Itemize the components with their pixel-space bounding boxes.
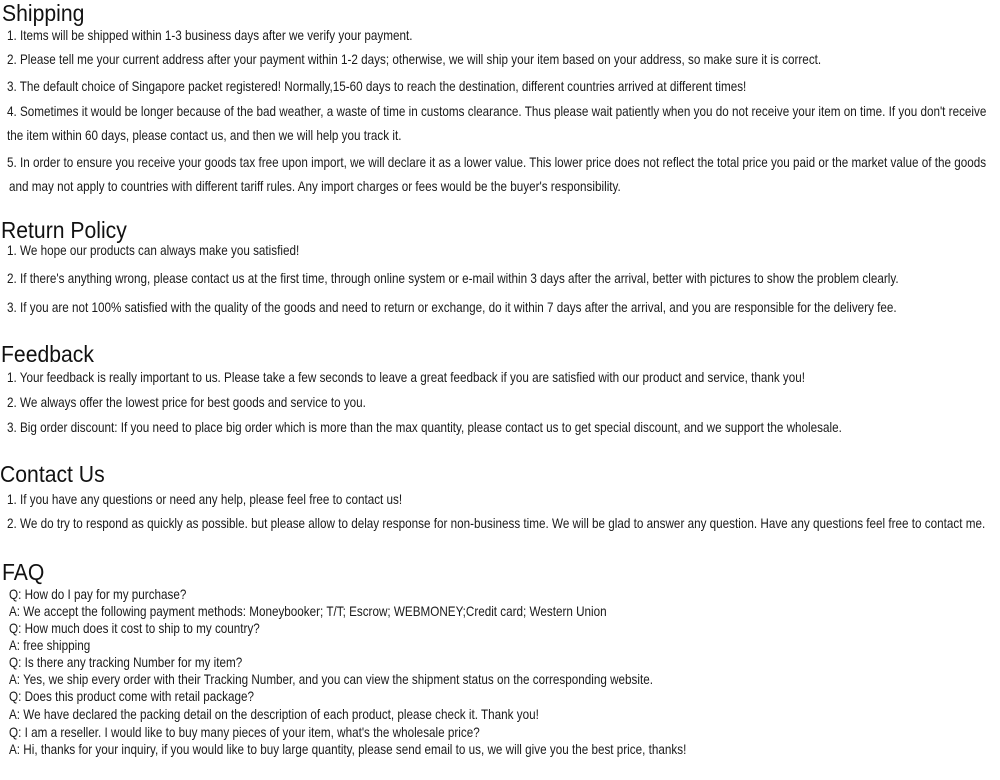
faq-answer-3: A: Yes, we ship every order with their Tracking Number, and you can view the shipment status on the corresponding website. xyxy=(9,672,653,687)
faq-heading: FAQ xyxy=(2,559,45,585)
faq-question-2: Q: How much does it cost to ship to my country? xyxy=(9,621,260,636)
return-policy-line-1: 1. We hope our products can always make you satisfied! xyxy=(7,243,300,258)
return-policy-line-2: 2. If there's anything wrong, please contact us at the first time, through online system or e-mail within 3 days after the arrival, better with pictures to show the problem clearly. xyxy=(7,271,899,286)
shipping-heading: Shipping xyxy=(2,0,85,26)
shipping-line-1: 1. Items will be shipped within 1-3 business days after we verify your payment. xyxy=(7,28,413,43)
return-policy-line-3: 3. If you are not 100% satisfied with the quality of the goods and need to return or exchange, do it within 7 days after the arrival, and you are responsible for the delivery fee. xyxy=(7,300,897,315)
faq-answer-1: A: We accept the following payment methods: Moneybooker; T/T; Escrow; WEBMONEY;Credit card; Western Union xyxy=(9,604,607,619)
faq-answer-2: A: free shipping xyxy=(9,638,91,653)
faq-answer-4: A: We have declared the packing detail on the description of each product, please check it. Thank you! xyxy=(9,707,539,722)
faq-question-4: Q: Does this product come with retail package? xyxy=(9,689,254,704)
return-policy-heading: Return Policy xyxy=(1,217,127,243)
contact-us-heading: Contact Us xyxy=(0,461,105,487)
faq-question-5: Q: I am a reseller. I would like to buy many pieces of your item, what's the wholesale price? xyxy=(9,725,480,740)
shipping-line-5-cont: and may not apply to countries with different tariff rules. Any import charges or fees would be the buyer's responsibility. xyxy=(9,179,621,194)
feedback-line-3: 3. Big order discount: If you need to place big order which is more than the max quantity, please contact us to get special discount, and we support the wholesale. xyxy=(7,420,842,435)
feedback-line-1: 1. Your feedback is really important to us. Please take a few seconds to leave a great feedback if you are satisfied with our product and service, thank you! xyxy=(7,370,806,385)
contact-us-line-1: 1. If you have any questions or need any help, please feel free to contact us! xyxy=(7,492,403,507)
shipping-line-2: 2. Please tell me your current address after your payment within 1-2 days; otherwise, we will ship your item based on your address, so make sure it is correct. xyxy=(7,52,822,67)
faq-answer-5: A: Hi, thanks for your inquiry, if you would like to buy large quantity, please send email to us, we will give you the best price, thanks! xyxy=(9,742,687,757)
faq-question-1: Q: How do I pay for my purchase? xyxy=(9,587,187,602)
faq-question-3: Q: Is there any tracking Number for my item? xyxy=(9,655,243,670)
shipping-line-4-cont: the item within 60 days, please contact us, and then we will help you track it. xyxy=(7,128,402,143)
shipping-line-3: 3. The default choice of Singapore packet registered! Normally,15-60 days to reach the destination, different countries arrived at different times! xyxy=(7,79,747,94)
shipping-line-5: 5. In order to ensure you receive your goods tax free upon import, we will declare it as a lower value. This lower price does not reflect the total price you paid or the market value of the goods xyxy=(7,155,987,170)
feedback-heading: Feedback xyxy=(1,341,94,367)
feedback-line-2: 2. We always offer the lowest price for best goods and service to you. xyxy=(7,395,366,410)
contact-us-line-2: 2. We do try to respond as quickly as possible. but please allow to delay response for non-business time. We will be glad to answer any question. Have any questions feel free to contact me. xyxy=(7,516,986,531)
shipping-line-4: 4. Sometimes it would be longer because of the bad weather, a waste of time in customs clearance. Thus please wait patiently when you do not receive your item on time. If you don't receive xyxy=(7,104,987,119)
